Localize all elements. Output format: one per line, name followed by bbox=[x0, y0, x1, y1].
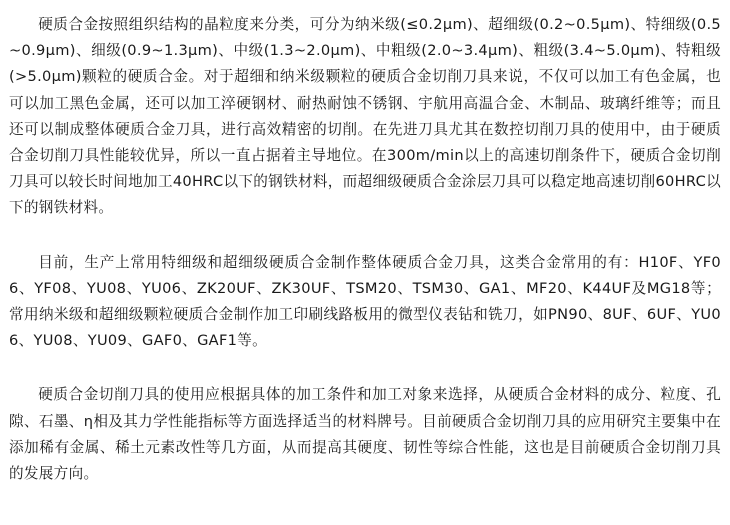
paragraph-selection-and-research: 硬质合金切削刀具的使用应根据具体的加工条件和加工对象来选择，从硬质合金材料的成分、粒度、孔隙、石墨、η相及其力学性能指标等方面选择适当的材料牌号。目前硬质合金切削刀具的应用研究主要集中在添加稀有金属、稀土元素改性等几方面，从而提高其硬度、韧性等综合性能，这也是目前硬质合金切削刀具的发展方向。 bbox=[9, 386, 721, 483]
paragraph-grain-classification: 硬质合金按照组织结构的晶粒度来分类，可分为纳米级(≤0.2μm)、超细级(0.2~0.5μm)、特细级(0.5~0.9μm)、细级(0.9~1.3μm)、中级(1.3~2.0μm)、中粗级(2.0~3.4μm)、粗级(3.4~5.0μm)、特粗级(>5.0μm)颗粒的硬质合金。对于超细和纳米级颗粒的硬质合金切削刀具来说，不仅可以加工有色金属，也可以加工黑色金属，还可以加工淬硬钢材、耐热耐蚀不锈钢、宇航用高温合金、木制品、玻璃纤维等；而且还可以制成整体硬质合金刀具，进行高效精密的切削。在先进刀具尤其在数控切削刀具的使用中，由于硬质合金切削刀具性能较优异，所以一直占据着主导地位。在300m/min以上的高速切削条件下，硬质合金切削刀具可以较长时间地加工40HRC以下的钢铁材料，而超细级硬质合金涂层刀具可以稳定地高速切削60HRC以下的钢铁材料。 bbox=[9, 16, 721, 217]
paragraph-common-alloys: 目前，生产上常用特细级和超细级硬质合金制作整体硬质合金刀具，这类合金常用的有：H10F、YF06、YF08、YU08、YU06、ZK20UF、ZK30UF、TSM20、TSM30、GA1、MF20、K44UF及MG18等；常用纳米级和超细级颗粒硬质合金制作加工印刷线路板用的微型仪表钻和铣刀，如PN90、8UF、6UF、YU06、YU08、YU09、GAF0、GAF1等。 bbox=[9, 253, 721, 350]
article-body bbox=[9, 12, 721, 487]
